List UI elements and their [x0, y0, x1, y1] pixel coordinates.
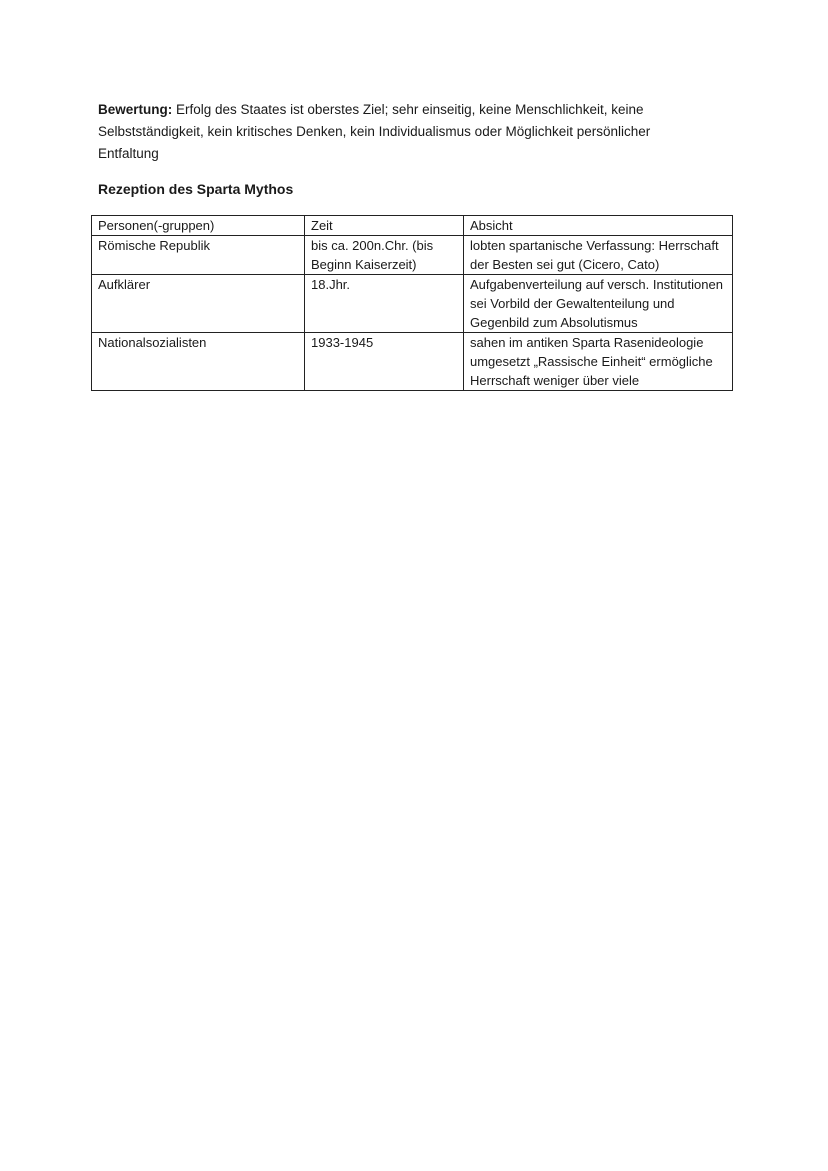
assessment-text: Erfolg des Staates ist oberstes Ziel; sehr einseitig, keine Menschlichkeit, keine Selbstständigkeit, kein kritisches Denken, kein Individualismus oder Möglichkeit persönlicher Entfaltung — [98, 102, 651, 161]
table-cell: Nationalsozialisten — [92, 333, 305, 391]
table-cell: bis ca. 200n.Chr. (bis Beginn Kaiserzeit) — [305, 236, 464, 275]
table-cell: 1933-1945 — [305, 333, 464, 391]
table-cell: Aufgabenverteilung auf versch. Institutionen sei Vorbild der Gewaltenteilung und Gegenbild zum Absolutismus — [464, 275, 733, 333]
table-cell: Aufklärer — [92, 275, 305, 333]
table-cell: sahen im antiken Sparta Rasenideologie umgesetzt „Rassische Einheit“ ermögliche Herrschaft weniger über viele — [464, 333, 733, 391]
assessment-label: Bewertung: — [98, 102, 173, 117]
reception-table — [91, 215, 733, 391]
table-header-row — [92, 216, 733, 236]
assessment-paragraph — [98, 99, 698, 165]
header-cell-persons: Personen(-gruppen) — [92, 216, 305, 236]
table-cell: lobten spartanische Verfassung: Herrschaft der Besten sei gut (Cicero, Cato) — [464, 236, 733, 275]
table-row — [92, 275, 733, 333]
table-row — [92, 333, 733, 391]
table-cell: Römische Republik — [92, 236, 305, 275]
header-cell-time: Zeit — [305, 216, 464, 236]
table-row — [92, 236, 733, 275]
table-cell: 18.Jhr. — [305, 275, 464, 333]
header-cell-intent: Absicht — [464, 216, 733, 236]
section-heading: Rezeption des Sparta Mythos — [98, 181, 294, 197]
